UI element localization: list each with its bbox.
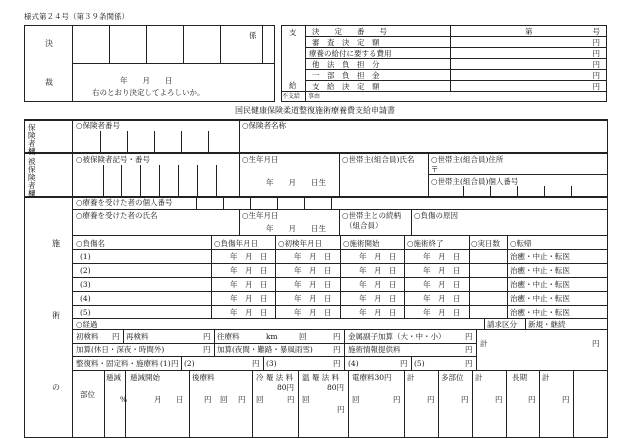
- patient-dob-value: 年 月 日生: [266, 224, 326, 233]
- patient-id-label: ○療養を受けた者の個人番号: [76, 198, 173, 207]
- onan-label: 温 罨 法 料: [302, 373, 340, 382]
- outcome-cell: 治癒・中止・転医: [510, 294, 570, 303]
- decision-row-label: 支 給 決 定 額: [312, 82, 380, 91]
- start-cell: 年 月 日: [359, 280, 397, 289]
- end-cell: 年 月 日: [423, 252, 461, 261]
- insured-section-label: 被保険者欄: [28, 157, 36, 198]
- end-cell: 年 月 日: [423, 308, 461, 317]
- fee-seifuku-yen-2: 円: [252, 359, 260, 368]
- shi-char: 支: [289, 28, 297, 37]
- ketsu-char: 決: [45, 39, 53, 48]
- approval-text: 右のとおり決定してよろしいか。: [92, 88, 205, 97]
- tabui-yen: 円: [461, 395, 469, 404]
- onan-kai: 回: [302, 395, 310, 404]
- kei-label-3: 計: [475, 373, 483, 382]
- decision-row-value: 円: [592, 82, 600, 91]
- request-options: 新規・継続: [528, 320, 566, 329]
- fee-oushin-kai: 回: [299, 332, 307, 341]
- fee-kasan-jikan-yen: 円: [203, 345, 211, 354]
- reian-80yen: 80円: [277, 383, 295, 392]
- fee-kei-label-1: 計: [480, 339, 488, 348]
- start-cell: 年 月 日: [359, 252, 397, 261]
- end-header: ○施術終了: [407, 239, 444, 248]
- decision-row-label: 決 定 番 号: [312, 27, 387, 36]
- injury-row-no: (3): [80, 280, 91, 289]
- outcome-header: ○転帰: [510, 239, 532, 248]
- fee-kasan-jikan-label: 加算(休日・深夜・時間外): [76, 345, 165, 354]
- decision-row-value: 円: [592, 60, 600, 69]
- first-visit-cell: 年 月 日: [294, 266, 332, 275]
- decision-row-value: 第 号: [525, 27, 600, 36]
- decision-row-label: 他 法 負 担 分: [312, 60, 380, 69]
- bui-label: 部位: [80, 390, 95, 399]
- kei-yen-4: 円: [562, 395, 570, 404]
- chouki-yen: 円: [528, 395, 536, 404]
- fee-kasan-yakan-yen: 円: [333, 345, 341, 354]
- fee-oushin-label: 往療料: [217, 332, 240, 341]
- teigen-kaishi-label: 逓減開始: [130, 373, 160, 382]
- injury-date-cell: 年 月 日: [230, 294, 268, 303]
- fee-kei-yen-1: 円: [592, 339, 600, 348]
- fee-shoken-yen: 円: [112, 332, 120, 341]
- outcome-cell: 治癒・中止・転医: [510, 266, 570, 275]
- fee-seifuku-n1: (1): [160, 359, 171, 368]
- head-id-label: ○世帯主(組合員)個人番号: [431, 177, 519, 186]
- fee-seifuku-yen-1: 円: [171, 359, 179, 368]
- decision-row-label: 一 部 負 担 金: [312, 71, 380, 80]
- end-cell: 年 月 日: [423, 280, 461, 289]
- injury-header: ○負傷名: [76, 239, 106, 248]
- injury-row-no: (5): [80, 308, 91, 317]
- teigen-month: 月: [154, 395, 162, 404]
- insured-id-label: ○被保険者記号・番号: [76, 155, 151, 164]
- fee-seifuku-n2: (2): [184, 359, 195, 368]
- head-address-label: ○世帯主(組合員)住所: [431, 155, 504, 164]
- insurer-name-label: ○保険者名称: [242, 121, 287, 130]
- onan-yen: 円: [337, 405, 345, 414]
- insured-dob-label: ○生年月日: [242, 155, 279, 164]
- end-cell: 年 月 日: [423, 294, 461, 303]
- kei-label-4: 計: [542, 373, 550, 382]
- sai-char: 裁: [45, 78, 53, 87]
- denryou-label: 電療料30円: [352, 373, 392, 382]
- fee-seifuku-yen-4: 円: [400, 359, 408, 368]
- teigen-label: 逓減: [106, 373, 121, 382]
- denryou-kai: 回: [352, 395, 360, 404]
- decision-row-label: 審 査 決 定 額: [312, 38, 380, 47]
- kouryou-kai: 回: [220, 395, 228, 404]
- treatment-char-1: 施: [52, 239, 60, 248]
- fee-oushin-yen: 円: [333, 332, 341, 341]
- cause-label: ○負傷の原因: [414, 211, 459, 220]
- form-title: 国民健康保険柔道整復施術療養費支給申請書: [235, 106, 395, 115]
- chouki-label: 長期: [512, 373, 527, 382]
- injury-date-cell: 年 月 日: [230, 280, 268, 289]
- end-cell: 年 月 日: [423, 266, 461, 275]
- insured-dob-value: 年 月 日生: [266, 178, 326, 187]
- fee-jouhou-label: 施術情報提供料: [348, 345, 401, 354]
- injury-date-cell: 年 月 日: [230, 252, 268, 261]
- patient-name-label: ○療養を受けた者の氏名: [76, 211, 158, 220]
- fee-oushin-km: km: [266, 332, 278, 341]
- fushikyu-label: 不支給: [282, 93, 301, 100]
- fee-seifuku-n3: (3): [266, 359, 277, 368]
- head-name-label: ○世帯主(組合員)氏名: [342, 155, 415, 164]
- request-class-label: 請求区分: [487, 320, 517, 329]
- kouryou-label: 後療料: [192, 373, 215, 382]
- fee-kinzoku-yen: 円: [465, 332, 473, 341]
- outcome-cell: 治癒・中止・転医: [510, 252, 570, 261]
- decision-row-value: 円: [592, 49, 600, 58]
- patient-dob-label: ○生年月日: [242, 211, 279, 220]
- reian-label: 冷 罨 法 料: [256, 373, 294, 382]
- first-visit-cell: 年 月 日: [294, 308, 332, 317]
- tabui-label: 多部位: [441, 373, 464, 382]
- fee-saiken-label: 再検料: [126, 332, 149, 341]
- outcome-cell: 治癒・中止・転医: [510, 280, 570, 289]
- keika-label: ○経過: [76, 320, 98, 329]
- reian-kai: 回: [256, 395, 264, 404]
- treatment-char-2: 術: [52, 311, 60, 320]
- fee-seifuku-n5: (5): [414, 359, 425, 368]
- decision-row-value: 円: [592, 71, 600, 80]
- denryou-yen: 円: [393, 395, 401, 404]
- teigen-day: 日: [176, 395, 184, 404]
- fee-jouhou-yen: 円: [465, 345, 473, 354]
- onan-80yen: 80円: [327, 383, 345, 392]
- outcome-cell: 治癒・中止・転医: [510, 308, 570, 317]
- start-cell: 年 月 日: [359, 266, 397, 275]
- first-visit-cell: 年 月 日: [294, 252, 332, 261]
- injury-row-no: (4): [80, 294, 91, 303]
- fee-kasan-yakan-label: 加算(夜間・難路・暴風雨雪): [217, 345, 313, 354]
- kei-yen-3: 円: [495, 395, 503, 404]
- start-cell: 年 月 日: [359, 294, 397, 303]
- kouryou-yen: 円: [204, 395, 212, 404]
- kei-yen-2: 円: [427, 395, 435, 404]
- injury-row-no: (2): [80, 266, 91, 275]
- fee-seifuku-yen-3: 円: [333, 359, 341, 368]
- injury-date-cell: 年 月 日: [230, 308, 268, 317]
- kei-label-2: 計: [407, 373, 415, 382]
- postal-mark: 〒: [431, 165, 439, 174]
- insurer-number-label: ○保険者番号: [76, 121, 121, 130]
- insurer-section-label: 保険者欄: [28, 123, 36, 156]
- injury-date-cell: 年 月 日: [230, 266, 268, 275]
- start-cell: 年 月 日: [359, 308, 397, 317]
- relation-note: （組合員）: [345, 221, 383, 230]
- fee-kinzoku-label: 金属副子加算（大・中・小）: [348, 332, 446, 341]
- form-id: 様式第２４号（第３９条関係）: [24, 12, 129, 21]
- fee-seifuku-n4: (4): [348, 359, 359, 368]
- approval-date: 年 月 日: [120, 76, 173, 85]
- kakari-label: 係: [249, 31, 257, 40]
- decision-row-value: 円: [592, 38, 600, 47]
- treatment-char-3: の: [52, 383, 60, 392]
- riyu-label: 事由: [308, 93, 321, 100]
- fee-seifuku-yen-5: 円: [465, 359, 473, 368]
- fee-saiken-yen: 円: [203, 332, 211, 341]
- decision-row-label: 療養の給付に要する費用: [309, 49, 392, 58]
- injury-date-header: ○負傷年月日: [214, 239, 259, 248]
- kouryou-yen-2: 円: [238, 395, 246, 404]
- injury-row-no: (1): [80, 252, 91, 261]
- teigen-pct: %: [120, 395, 128, 404]
- first-visit-header: ○初検年月日: [278, 239, 323, 248]
- relation-label: ○世帯主との続柄: [342, 211, 402, 220]
- first-visit-cell: 年 月 日: [294, 280, 332, 289]
- start-header: ○施術開始: [343, 239, 380, 248]
- first-visit-cell: 年 月 日: [294, 294, 332, 303]
- fee-shoken-label: 初検料: [76, 332, 99, 341]
- reian-yen: 円: [287, 395, 295, 404]
- kyu-char: 給: [289, 81, 297, 90]
- days-header: ○実日数: [471, 239, 501, 248]
- fee-seifuku-label: 整復料・固定料・施療料: [76, 359, 159, 368]
